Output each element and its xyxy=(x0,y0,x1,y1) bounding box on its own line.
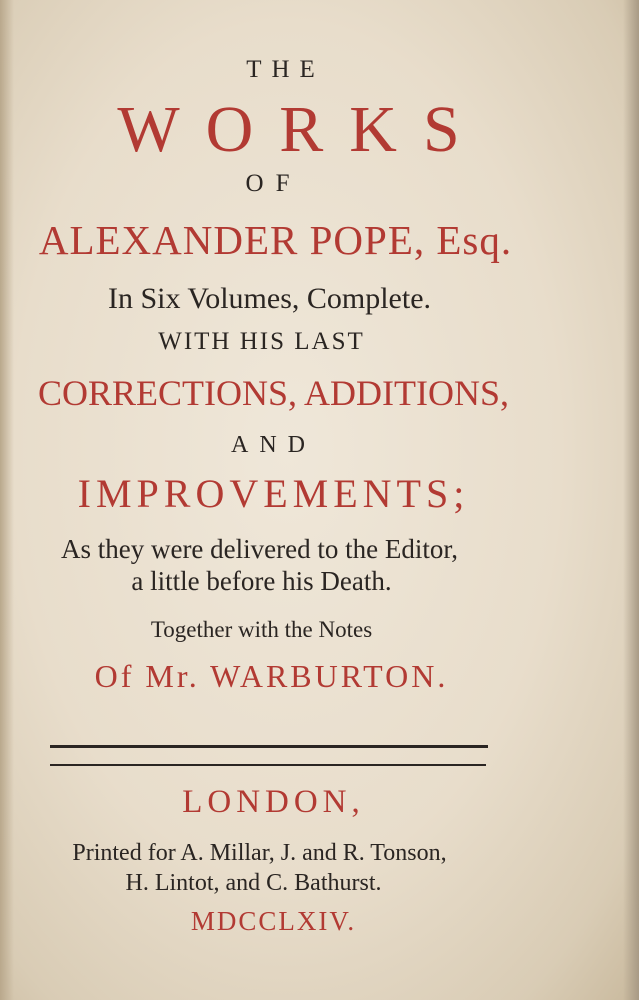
together-with-notes-line: Together with the Notes xyxy=(150,617,373,642)
double-rule-top xyxy=(50,745,488,748)
imprint-printers-line-2: H. Lintot, and C. Bathurst. xyxy=(125,870,382,896)
warburton-line: Of Mr. WARBURTON. xyxy=(94,658,449,694)
volumes-line: In Six Volumes, Complete. xyxy=(107,282,432,315)
imprint-printers-line-1: Printed for A. Millar, J. and R. Tonson, xyxy=(72,840,447,866)
corrections-additions-line: CORRECTIONS, ADDITIONS, xyxy=(37,373,510,413)
and-line: AND xyxy=(231,432,316,458)
before-his-death-line: a little before his Death. xyxy=(131,566,392,596)
title-works: WORKS xyxy=(117,93,486,166)
imprint-date: MDCCLXIV. xyxy=(190,906,357,936)
page-edge-shadow-right xyxy=(623,0,639,1000)
author-name: ALEXANDER POPE, Esq. xyxy=(38,217,513,263)
delivered-to-editor-line: As they were delivered to the Editor, xyxy=(60,534,459,564)
imprint-city: LONDON, xyxy=(182,784,365,820)
title-the: THE xyxy=(246,56,325,83)
title-of: OF xyxy=(245,170,302,197)
with-his-last-line: WITH HIS LAST xyxy=(158,328,365,355)
double-rule-bottom xyxy=(50,764,486,766)
improvements-line: IMPROVEMENTS; xyxy=(77,471,470,516)
